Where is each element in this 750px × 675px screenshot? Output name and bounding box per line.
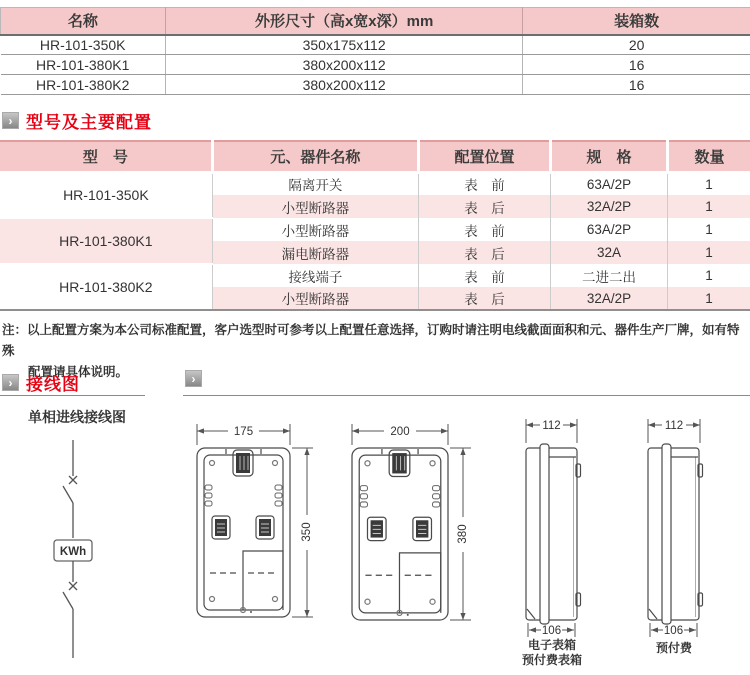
cell-count: 1: [668, 287, 750, 310]
cell-spec: 63A/2P: [551, 172, 668, 195]
table-row: [1, 35, 750, 55]
cell-qty: 20: [523, 35, 750, 55]
cell-position: 表 前: [419, 172, 551, 195]
table-row: [1, 75, 750, 95]
cell-position: 表 前: [419, 218, 551, 241]
dimension-lines-side2: [648, 419, 700, 637]
dimension-lines-front1: [197, 424, 313, 617]
cell-count: 1: [668, 218, 750, 241]
dim-width-front2: 200: [390, 426, 410, 438]
table-header-row: [0, 141, 750, 172]
cell-qty: 16: [523, 55, 750, 75]
dimension-lines-side1: [526, 419, 577, 637]
cell-size: 350x175x112: [165, 35, 523, 55]
side-view-2-caption: [614, 641, 734, 656]
cell-model: HR-101-350K: [0, 172, 212, 218]
cell-spec: 32A/2P: [551, 195, 668, 218]
caption-line: 电子表箱: [527, 638, 576, 652]
front-view-350: [197, 448, 290, 617]
configuration-table: [0, 140, 750, 311]
cell-size: 380x200x112: [165, 75, 523, 95]
dim-height-front1: 350: [301, 522, 313, 542]
cell-model: HR-101-380K1: [1, 55, 166, 75]
cell-model: HR-101-350K: [1, 35, 166, 55]
section-header-drawings: [185, 370, 202, 387]
cell-component: 隔离开关: [212, 172, 418, 195]
cell-position: 表 前: [419, 264, 551, 287]
section-underline: [183, 395, 750, 396]
cell-qty: 16: [523, 75, 750, 95]
cell-spec: 32A: [551, 241, 668, 264]
col-header-size: 外形尺寸（高x宽x深）mm: [165, 8, 523, 35]
col-header-component: 元、器件名称: [212, 141, 418, 172]
cell-component: 接线端子: [212, 264, 418, 287]
cell-component: 小型断路器: [212, 195, 418, 218]
col-header-count: 数量: [668, 141, 750, 172]
cell-spec: 二进二出: [551, 264, 668, 287]
wiring-diagram-label: 单相进线接线图: [28, 409, 126, 425]
kwh-meter-label: KWh: [59, 546, 87, 558]
dim-height-front2: 380: [457, 524, 469, 544]
table-header-row: [1, 8, 750, 35]
dim-top-side2: 112: [664, 420, 684, 432]
side-view-2: [648, 444, 703, 624]
section-arrow-icon: ›: [2, 112, 19, 129]
cell-count: 1: [668, 195, 750, 218]
cell-count: 1: [668, 172, 750, 195]
cell-size: 380x200x112: [165, 55, 523, 75]
table-row: [0, 218, 750, 241]
dim-bottom-side2: 106: [663, 625, 684, 637]
dim-top-side1: 112: [542, 420, 561, 432]
caption-line: 预付费: [655, 641, 692, 655]
dim-bottom-side1: 106: [541, 625, 562, 637]
cell-model: HR-101-380K1: [0, 218, 212, 264]
section-underline: [0, 395, 145, 396]
cell-position: 表 后: [419, 195, 551, 218]
col-header-name: 名称: [1, 8, 166, 35]
footnote: [2, 320, 750, 383]
side-view-1-caption: [492, 638, 612, 668]
cell-position: 表 后: [419, 287, 551, 310]
section-title: 接线图: [26, 375, 80, 394]
note-prefix: 注：: [2, 323, 28, 337]
col-header-qty: 装箱数: [523, 8, 750, 35]
dimensions-table: [0, 7, 750, 95]
cell-position: 表 后: [419, 241, 551, 264]
technical-drawings: [0, 400, 750, 675]
cell-model: HR-101-380K2: [0, 264, 212, 310]
col-header-position: 配置位置: [419, 141, 551, 172]
note-text-line2: 配置请具体说明。: [28, 365, 129, 379]
table-row: [0, 172, 750, 195]
side-view-1: [526, 444, 581, 624]
cell-spec: 32A/2P: [551, 287, 668, 310]
col-header-model: 型 号: [0, 141, 212, 172]
cell-count: 1: [668, 264, 750, 287]
cell-component: 漏电断路器: [212, 241, 418, 264]
col-header-spec: 规 格: [551, 141, 668, 172]
cell-model: HR-101-380K2: [1, 75, 166, 95]
section-arrow-icon: ›: [185, 370, 202, 387]
cell-component: 小型断路器: [212, 218, 418, 241]
section-arrow-icon: ›: [2, 374, 19, 391]
cell-component: 小型断路器: [212, 287, 418, 310]
caption-line: 预付费表箱: [521, 653, 582, 667]
dim-width-front1: 175: [233, 426, 254, 438]
note-text-line1: 以上配置方案为本公司标准配置，客户选型时可参考以上配置任意选择，订购时请注明电线截面面积和元、器件生产厂牌，如有特殊: [2, 323, 740, 358]
section-header-wiring: [2, 370, 80, 395]
cell-spec: 63A/2P: [551, 218, 668, 241]
section-header-config: [2, 108, 152, 133]
section-title: 型号及主要配置: [26, 113, 152, 132]
front-view-380: [352, 448, 448, 620]
dimension-lines-front2: [352, 424, 471, 620]
table-row: [1, 55, 750, 75]
cell-count: 1: [668, 241, 750, 264]
table-row: [0, 264, 750, 287]
